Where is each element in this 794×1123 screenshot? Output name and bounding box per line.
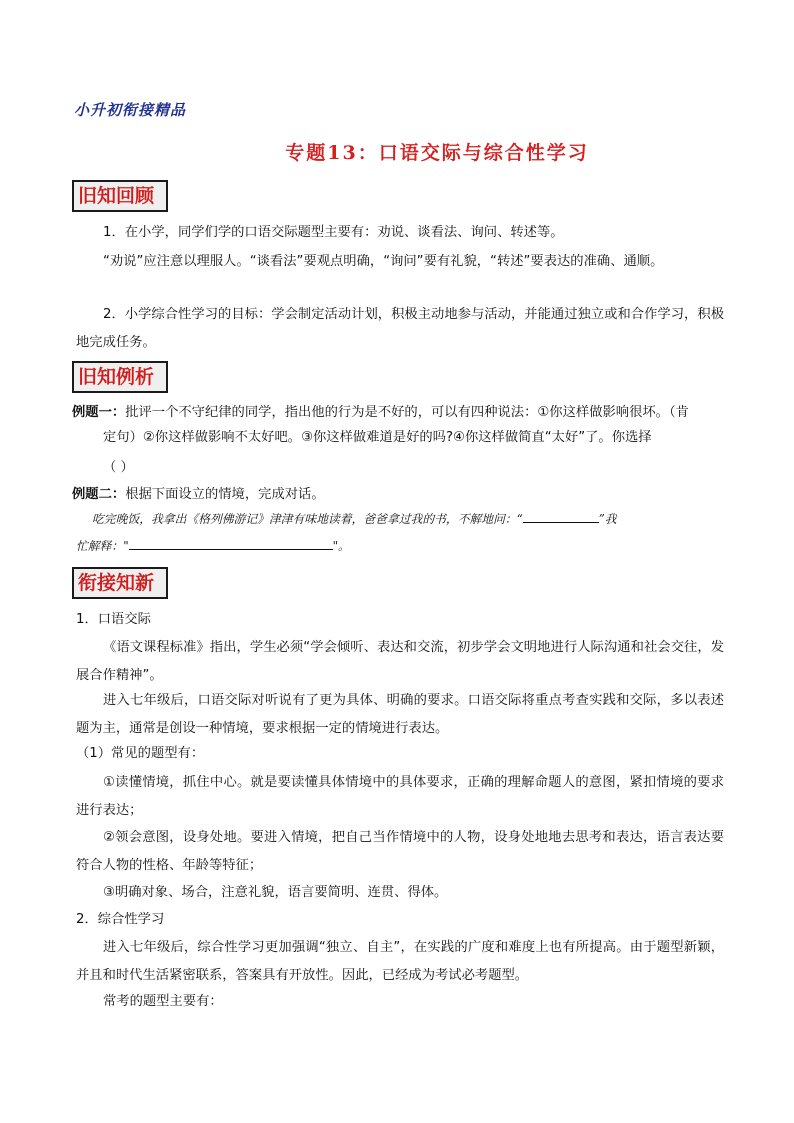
- story-part-b: ”我: [598, 512, 617, 526]
- new-paragraph-6: ③明确对象、场合，注意礼貌，语言要简明、连贯、得体。: [103, 885, 448, 900]
- new-paragraph-2: 进入七年级后，口语交际对听说有了更为具体、明确的要求。口语交际将重点考查实践和交际，多以表述题为主，通常是创设一种情境，要求根据一定的情境进行表达。: [76, 693, 724, 736]
- new-paragraph-1: 《语文课程标准》指出，学生必须“学会倾听、表达和交流，初步学会文明地进行人际沟通和社会交往，发展合作精神”。: [76, 640, 724, 683]
- example-2-label: 例题二：: [72, 487, 126, 502]
- example-2-story: [76, 506, 726, 560]
- story-part-c: 忙解释：": [76, 539, 129, 553]
- review-paragraph-2: “劝说”应注意以理服人。“谈看法”要观点明确，“询问”要有礼貌，“转述”要表达的准确、通顺。: [103, 254, 664, 269]
- new-paragraph-8: 常考的题型主要有：: [103, 994, 223, 1009]
- section-heading-review: 旧知回顾: [72, 180, 168, 212]
- new-paragraph-3: （1）常见的题型有：: [76, 746, 205, 761]
- example-1: [72, 400, 726, 450]
- new-heading-1: 1．口语交际: [76, 612, 151, 627]
- example-2-text: 根据下面设立的情境，完成对话。: [125, 487, 325, 502]
- story-part-a: 吃完晚饭，我拿出《格列佛游记》津津有味地读着，爸爸拿过我的书，不解地问：“: [92, 512, 523, 526]
- section-heading-examples: 旧知例析: [72, 361, 168, 393]
- example-1-label: 例题一：: [72, 405, 126, 420]
- section-heading-new-knowledge: 衔接知新: [72, 567, 168, 599]
- new-paragraph-7: 进入七年级后，综合性学习更加强调“独立、自主”，在实践的广度和难度上也有所提高。由于题型新颖，并且和时代生活紧密联系，答案具有开放性。因此，已经成为考试必考题型。: [76, 940, 724, 983]
- example-1-line-1: 批评一个不守纪律的同学，指出他的行为是不好的，可以有四种说法：①你这样做影响很坏。（肯: [125, 405, 689, 420]
- review-paragraph-1: 1．在小学，同学们学的口语交际题型主要有：劝说、谈看法、询问、转述等。: [103, 225, 564, 240]
- page-title: 专题13：口语交际与综合性学习: [285, 142, 589, 164]
- answer-blank-2[interactable]: [129, 537, 333, 550]
- example-2: [72, 482, 726, 507]
- answer-blank-1[interactable]: [523, 510, 599, 523]
- story-part-d: "。: [332, 539, 350, 553]
- new-paragraph-4: ①读懂情境，抓住中心。就是要读懂具体情境中的具体要求，正确的理解命题人的意图，紧扣情境的要求进行表达；: [76, 775, 724, 818]
- new-paragraph-5: ②领会意图，设身处地。要进入情境，把自己当作情境中的人物，设身处地地去思考和表达，语言表达要符合人物的性格、年龄等特征；: [76, 830, 724, 873]
- review-paragraph-3: 2．小学综合性学习的目标：学会制定活动计划，积极主动地参与活动，并能通过独立或和合作学习，积极地完成任务。: [76, 307, 724, 350]
- example-1-line-2: 定句）②你这样做影响不太好吧。③你这样做难道是好的吗?④你这样做简直“太好”了。你选择: [103, 430, 652, 445]
- header-tag: 小升初衔接精品: [74, 101, 187, 119]
- answer-parentheses: （ ）: [103, 460, 134, 475]
- new-heading-2: 2．综合性学习: [76, 912, 165, 927]
